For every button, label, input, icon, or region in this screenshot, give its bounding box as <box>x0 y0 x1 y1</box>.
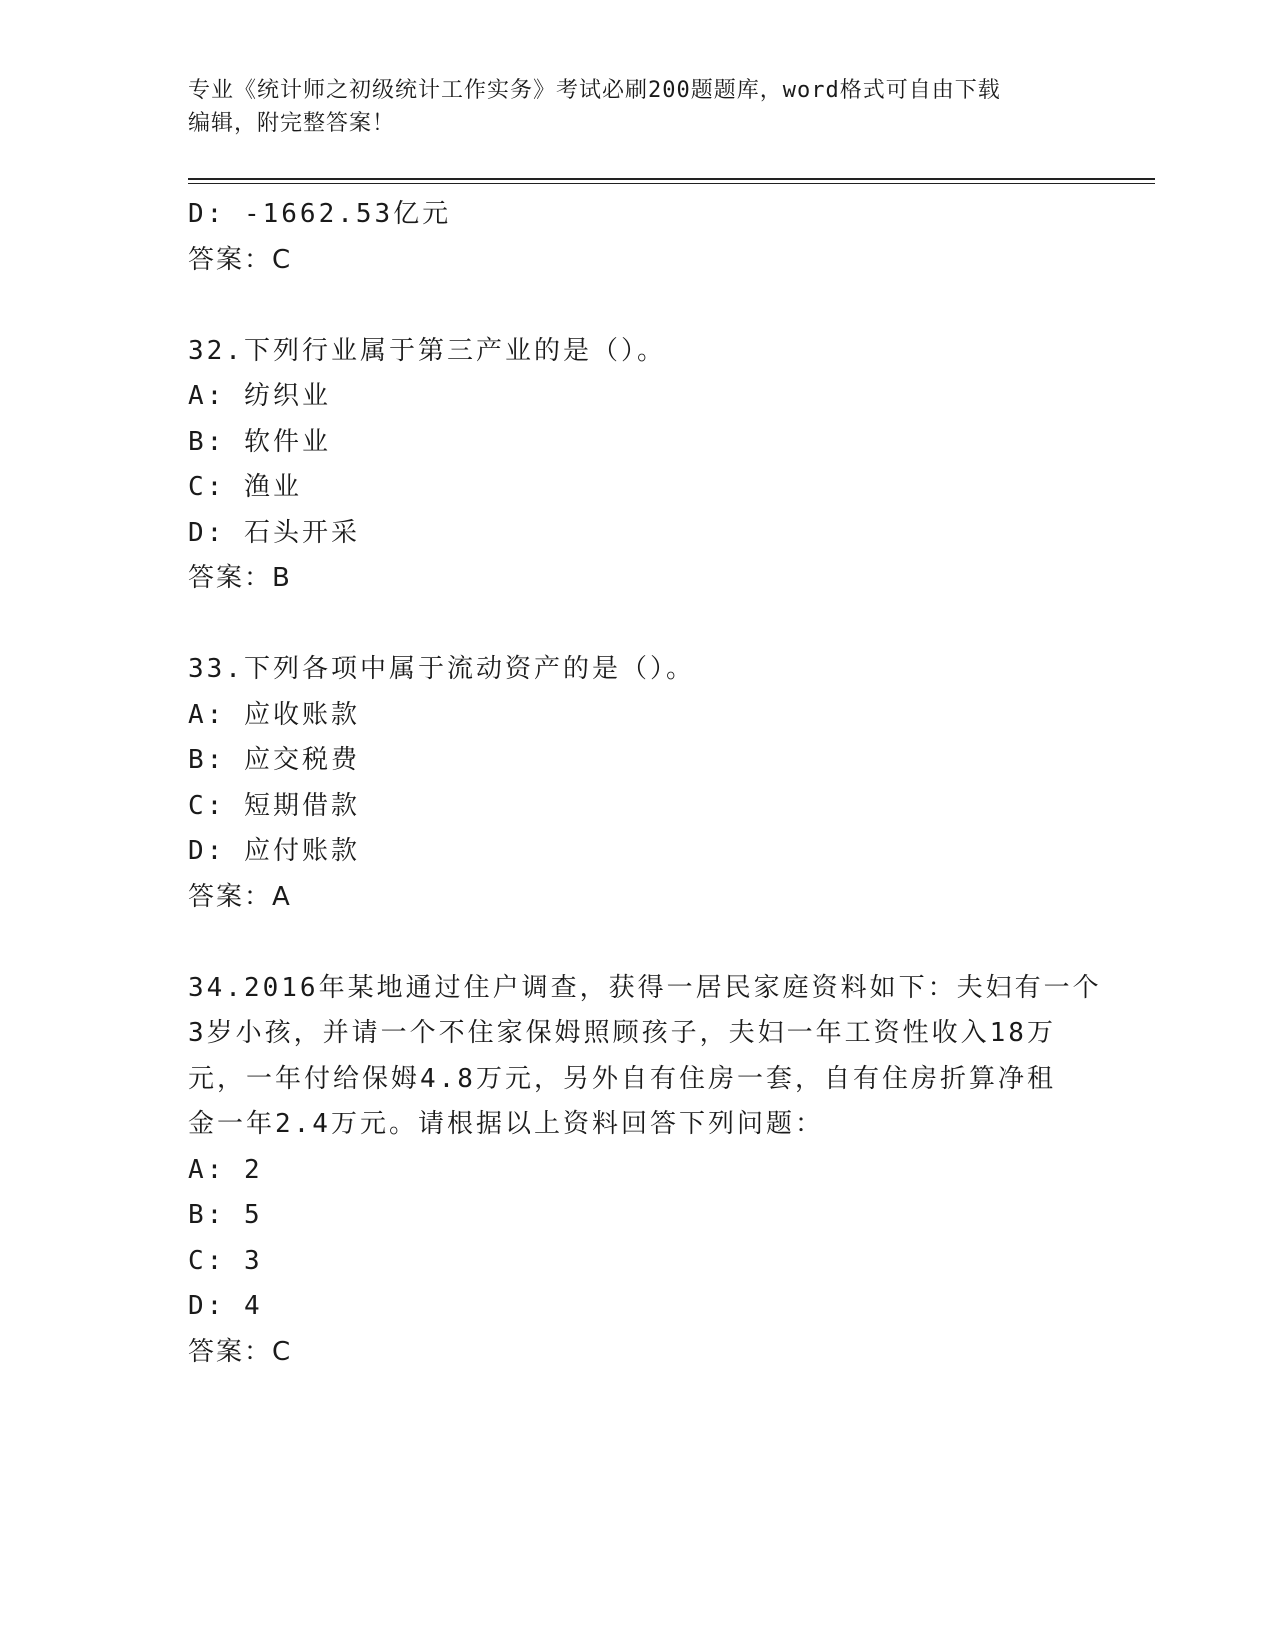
question-34-stem-line-2: 3岁小孩，并请一个不住家保姆照顾孩子，夫妇一年工资性收入18万 <box>188 1018 1056 1048</box>
question-32-option-b: B: 软件业 <box>188 426 331 457</box>
question-34-option-d: D: 4 <box>188 1291 263 1321</box>
question-34-answer: 答案：C <box>188 1336 293 1367</box>
question-33-option-b: B: 应交税费 <box>188 745 360 775</box>
question-33-option-d: D: 应付账款 <box>188 836 360 866</box>
spacer <box>188 602 1088 648</box>
question-33-option-c: C: 短期借款 <box>188 790 360 821</box>
document-header <box>188 74 1088 140</box>
question-33-option-a: A: 应收账款 <box>188 699 360 730</box>
question-34-stem-line-3: 元，一年付给保姆4.8万元，另外自有住房一套，自有住房折算净租 <box>188 1063 1056 1094</box>
question-34-option-c: C: 3 <box>188 1245 263 1276</box>
question-34-stem-line-1: 34.2016年某地通过住户调查，获得一居民家庭资料如下：夫妇有一个 <box>188 972 1102 1003</box>
prev-option-d: D: -1662.53亿元 <box>188 199 452 229</box>
question-34-option-b: B: 5 <box>188 1200 263 1230</box>
prev-answer: 答案：C <box>188 244 293 275</box>
question-34-stem-line-4: 金一年2.4万元。请根据以上资料回答下列问题： <box>188 1109 824 1139</box>
header-divider-thick <box>188 178 1155 180</box>
header-line-1: 专业《统计师之初级统计工作实务》考试必刷200题题库，word格式可自由下载 <box>188 78 1001 103</box>
question-32-option-c: C: 渔业 <box>188 472 302 502</box>
spacer <box>188 920 1088 966</box>
question-32-option-d: D: 石头开采 <box>188 517 360 548</box>
question-list <box>188 192 1102 1375</box>
question-33-stem: 33.下列各项中属于流动资产的是（）。 <box>188 654 695 684</box>
question-32-answer: 答案：B <box>188 563 292 593</box>
question-32-option-a: A: 纺织业 <box>188 381 331 411</box>
header-line-2: 编辑，附完整答案！ <box>188 111 396 136</box>
question-33-answer: 答案：A <box>188 881 292 912</box>
question-34-option-a: A: 2 <box>188 1154 263 1185</box>
header-divider-thin <box>188 183 1155 184</box>
spacer <box>188 283 1088 329</box>
question-32-stem: 32.下列行业属于第三产业的是（）。 <box>188 335 666 366</box>
